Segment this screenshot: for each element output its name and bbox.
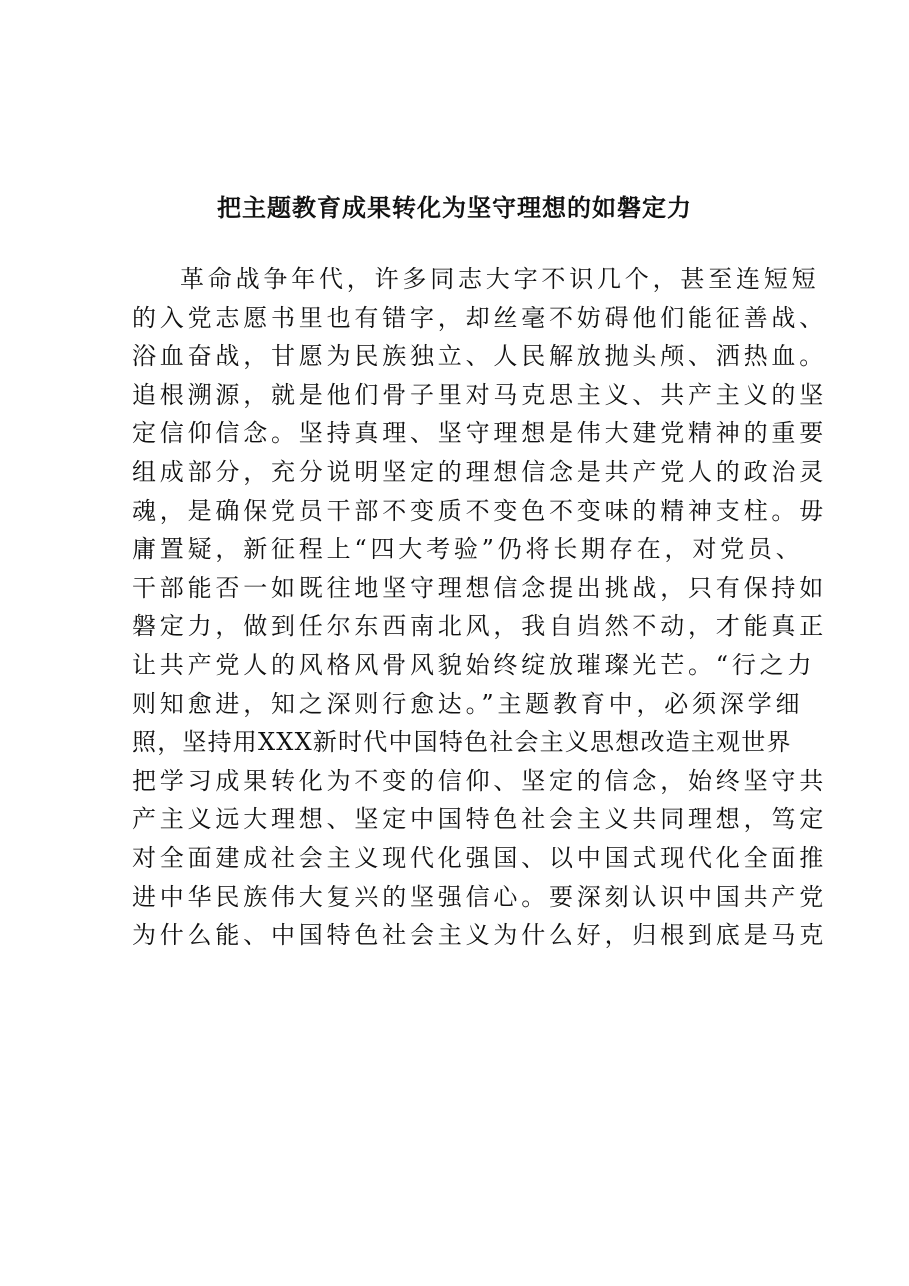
- text-line: 庸置疑，新征程上“四大考验”仍将长期存在，对党员、: [132, 535, 804, 564]
- text-line: 干部能否一如既往地坚守理想信念提出挑战，只有保持如: [132, 573, 827, 602]
- text-line: 的入党志愿书里也有错字，却丝毫不妨碍他们能征善战、: [132, 303, 827, 332]
- text-line: 革命战争年代，许多同志大字不识几个，甚至连短短: [180, 265, 820, 293]
- text-line: 让共产党人的风格风骨风貌始终绽放璀璨光芒。“行之力: [132, 650, 816, 679]
- text-line: 进中华民族伟大复兴的坚强信心。要深刻认识中国共产党: [132, 882, 827, 911]
- body-paragraph: [132, 260, 827, 955]
- text-line: 对全面建成社会主义现代化强国、以中国式现代化全面推: [132, 843, 827, 872]
- document-title: 把主题教育成果转化为坚守理想的如磐定力: [217, 193, 692, 222]
- text-line: 磐定力，做到任尔东西南北风，我自岿然不动，才能真正: [132, 612, 827, 641]
- text-line: 产主义远大理想、坚定中国特色社会主义共同理想，笃定: [132, 805, 827, 834]
- text-line: 浴血奋战，甘愿为民族独立、人民解放抛头颅、洒热血。: [132, 342, 827, 371]
- text-line: 把学习成果转化为不变的信仰、坚定的信念，始终坚守共: [132, 766, 827, 795]
- text-line: 为什么能、中国特色社会主义为什么好，归根到底是马克: [132, 921, 827, 950]
- text-line: 照，坚持用XXX新时代中国特色社会主义思想改造主观世界: [132, 728, 792, 757]
- text-line: 追根溯源，就是他们骨子里对马克思主义、共产主义的坚: [132, 380, 827, 409]
- text-line: 魂，是确保党员干部不变质不变色不变味的精神支柱。毋: [132, 496, 827, 525]
- text-line: 组成部分，充分说明坚定的理想信念是共产党人的政治灵: [132, 457, 827, 486]
- text-line: 则知愈进，知之深则行愈达。”主题教育中，必须深学细: [132, 689, 804, 718]
- text-line: 定信仰信念。坚持真理、坚守理想是伟大建党精神的重要: [132, 419, 827, 448]
